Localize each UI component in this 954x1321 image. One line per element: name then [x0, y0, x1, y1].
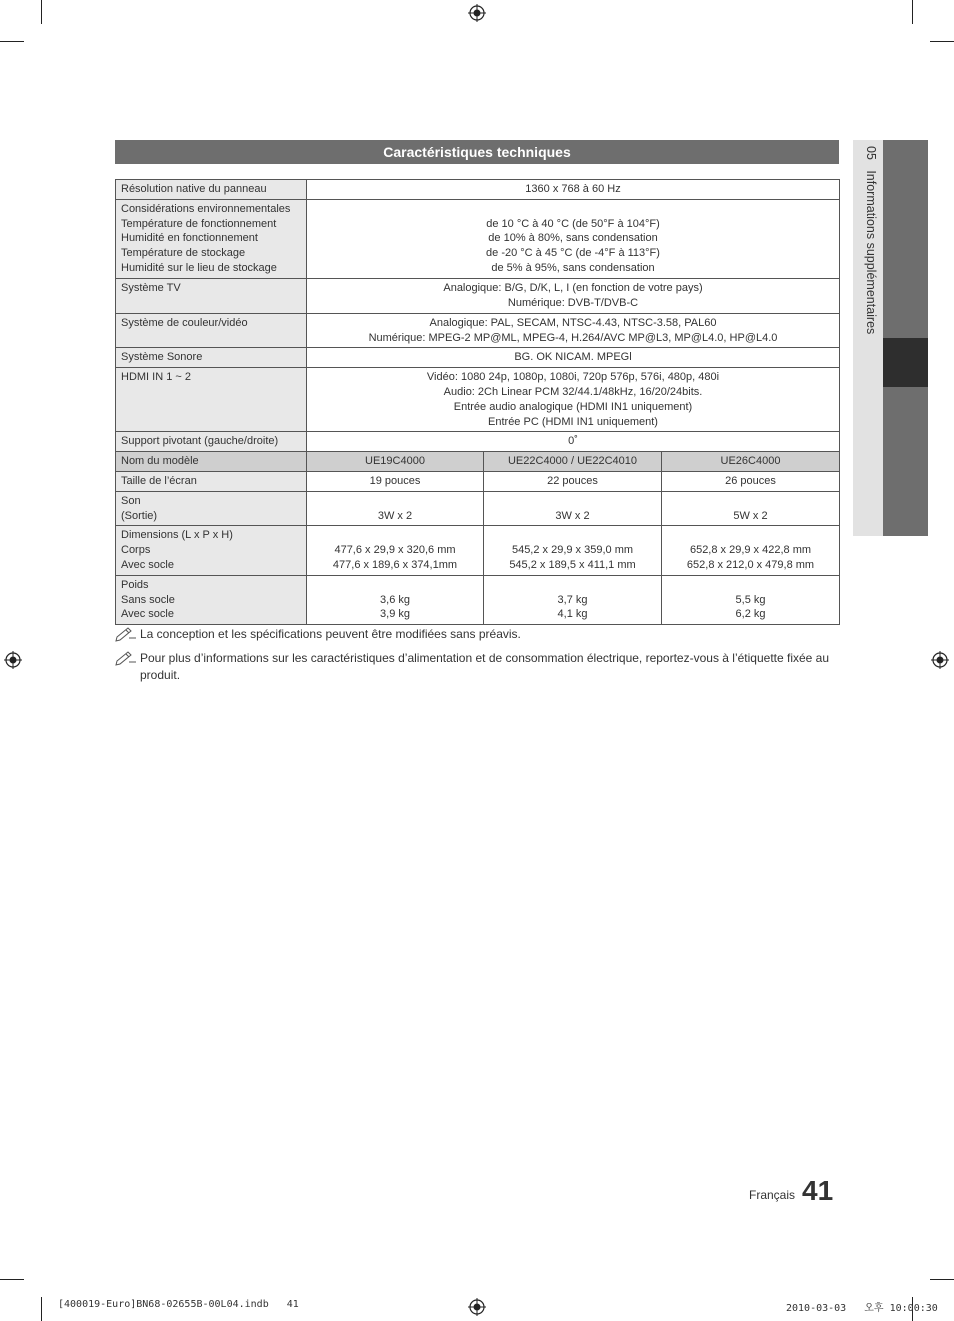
model-cell: UE22C4000 / UE22C4010 [484, 452, 662, 472]
row-label: Système de couleur/vidéo [116, 313, 307, 348]
table-cell: 5W x 2 [662, 491, 840, 526]
row-label: Considérations environnementales Température de fonctionnement Humidité en fonctionnement Température de stockage Humidité sur le lieu de stockage [116, 199, 307, 278]
row-value: 1360 x 768 à 60 Hz [307, 180, 840, 200]
table-row [116, 348, 840, 368]
table-cell: 3W x 2 [307, 491, 484, 526]
table-cell: 545,2 x 29,9 x 359,0 mm 545,2 x 189,5 x 411,1 mm [484, 526, 662, 575]
row-label: Support pivotant (gauche/droite) [116, 432, 307, 452]
crop-mark [930, 1279, 954, 1280]
pencil-note-icon [115, 624, 137, 642]
table-row [116, 432, 840, 452]
pencil-note-icon [115, 648, 137, 666]
model-cell: UE19C4000 [307, 452, 484, 472]
row-value: 0˚ [307, 432, 840, 452]
crop-mark [912, 0, 913, 24]
table-cell: 22 pouces [484, 471, 662, 491]
table-row [116, 368, 840, 432]
row-label: Système Sonore [116, 348, 307, 368]
spec-table [115, 179, 840, 625]
chapter-number: 05 [864, 146, 878, 160]
row-value: Analogique: B/G, D/K, L, I (en fonction de votre pays) Numérique: DVB-T/DVB-C [307, 278, 840, 313]
table-cell: 477,6 x 29,9 x 320,6 mm 477,6 x 189,6 x 374,1mm [307, 526, 484, 575]
row-label: Poids Sans socle Avec socle [116, 575, 307, 624]
table-row [116, 278, 840, 313]
language-label: Français [749, 1188, 796, 1202]
row-label: HDMI IN 1 ~ 2 [116, 368, 307, 432]
table-cell: 26 pouces [662, 471, 840, 491]
table-cell: 652,8 x 29,9 x 422,8 mm 652,8 x 212,0 x 479,8 mm [662, 526, 840, 575]
table-row [116, 452, 840, 472]
row-value: Vidéo: 1080 24p, 1080p, 1080i, 720p 576p, 576i, 480p, 480i Audio: 2Ch Linear PCM 32/44.1/48kHz, 16/20/24bits. Entrée audio analogique (HDMI IN1 uniquement) Entrée PC (HDMI IN1 uniquement) [307, 368, 840, 432]
table-row [116, 199, 840, 278]
table-cell: 19 pouces [307, 471, 484, 491]
print-slug-date: 2010-03-03 오후 10:00:30 [786, 1303, 938, 1314]
row-value: Analogique: PAL, SECAM, NTSC-4.43, NTSC-3.58, PAL60 Numérique: MPEG-2 MP@ML, MPEG-4, H.264/AVC MP@L3, MP@L4.0, HP@L4.0 [307, 313, 840, 348]
table-cell: 3,7 kg 4,1 kg [484, 575, 662, 624]
side-tab-marker [883, 338, 928, 387]
row-label: Résolution native du panneau [116, 180, 307, 200]
table-row [116, 526, 840, 575]
side-tab-label [858, 146, 878, 406]
note [115, 650, 839, 684]
registration-mark-icon [468, 4, 486, 22]
note-text: La conception et les spécifications peuvent être modifiées sans préavis. [140, 627, 521, 641]
note-text: Pour plus d’informations sur les caractéristiques d’alimentation et de consommation électrique, reportez-vous à l’étiquette fixée au produit. [140, 651, 830, 682]
row-label: Taille de l’écran [116, 471, 307, 491]
row-label: Système TV [116, 278, 307, 313]
registration-mark-icon [931, 651, 949, 669]
table-row [116, 180, 840, 200]
table-row [116, 471, 840, 491]
chapter-title: Informations supplémentaires [864, 170, 878, 335]
section-title: Caractéristiques techniques [115, 140, 839, 164]
row-label: Nom du modèle [116, 452, 307, 472]
registration-mark-icon [4, 651, 22, 669]
row-value: de 10 °C à 40 °C (de 50°F à 104°F) de 10% à 80%, sans condensation de -20 °C à 45 °C (de -4°F à 113°F) de 5% à 95%, sans condensation [307, 199, 840, 278]
page-number: 41 [802, 1175, 834, 1206]
row-label: Dimensions (L x P x H) Corps Avec socle [116, 526, 307, 575]
table-cell: 3,6 kg 3,9 kg [307, 575, 484, 624]
crop-mark [0, 1279, 24, 1280]
crop-mark [0, 41, 24, 42]
note [115, 626, 839, 643]
registration-mark-icon [468, 1298, 486, 1316]
row-value: BG. OK NICAM. MPEGl [307, 348, 840, 368]
crop-mark [41, 0, 42, 24]
table-cell: 5,5 kg 6,2 kg [662, 575, 840, 624]
model-cell: UE26C4000 [662, 452, 840, 472]
table-row [116, 313, 840, 348]
print-slug-file: [400019-Euro]BN68-02655B-00L04.indb 41 [58, 1299, 299, 1310]
row-label: Son (Sortie) [116, 491, 307, 526]
table-row [116, 575, 840, 624]
table-cell: 3W x 2 [484, 491, 662, 526]
table-row [116, 491, 840, 526]
crop-mark [930, 41, 954, 42]
crop-mark [41, 1297, 42, 1321]
